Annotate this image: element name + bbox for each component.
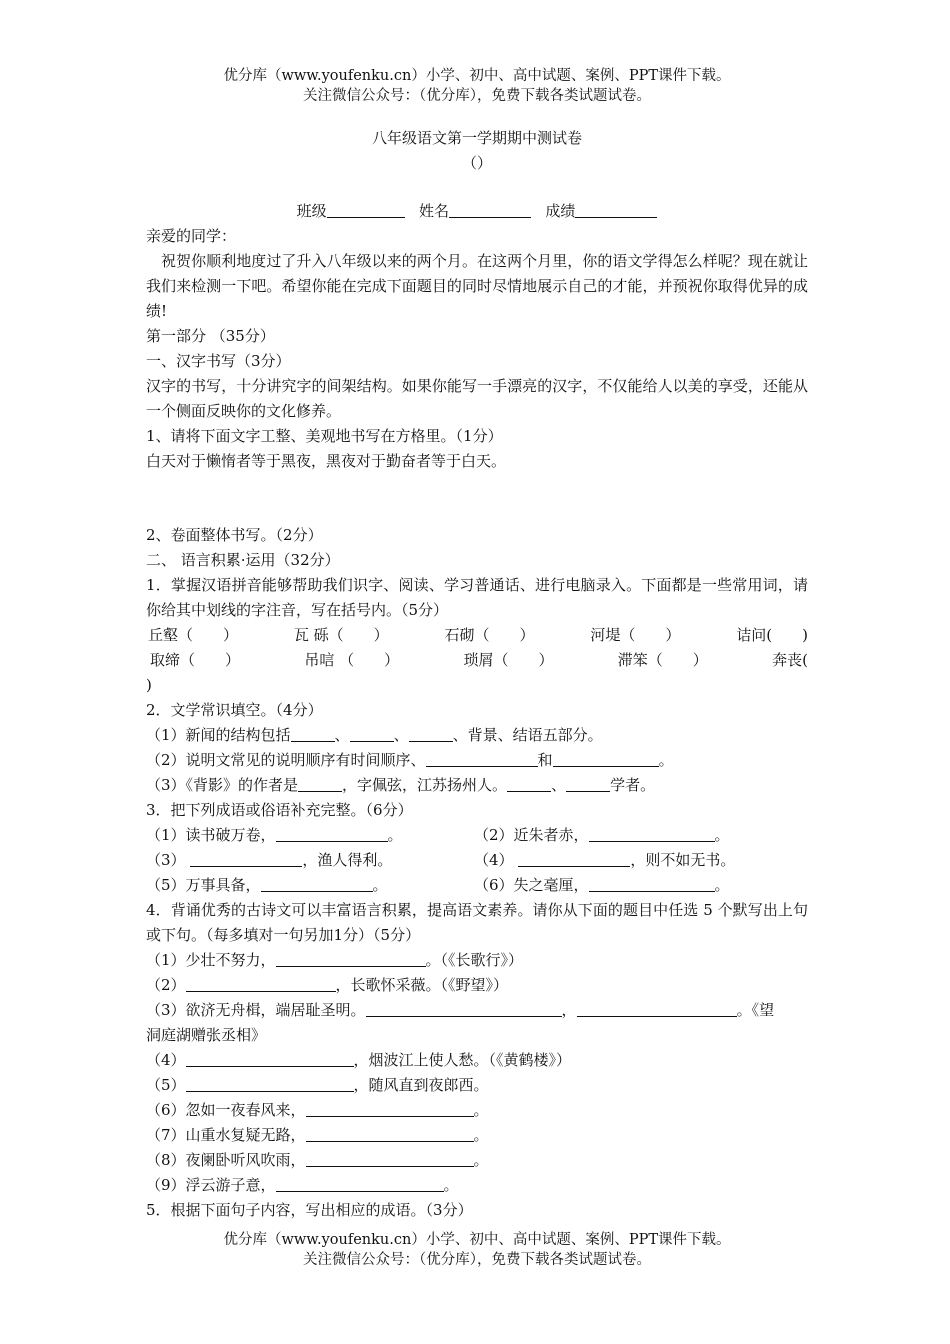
q2-item-text: 、 bbox=[334, 726, 350, 744]
q4-text: （2） bbox=[146, 976, 186, 994]
q4-item-6 bbox=[146, 1098, 808, 1123]
q4-item-4 bbox=[146, 1048, 808, 1073]
footer-line-1: 优分库（www.youfenku.cn）小学、初中、高中试题、案例、PPT课件下载。 bbox=[223, 1232, 731, 1248]
q4-text: 。 bbox=[473, 1101, 489, 1119]
q4-item-8 bbox=[146, 1148, 808, 1173]
q4-text: 。（《长歌行》） bbox=[425, 951, 524, 969]
section-two-q4: 4．背诵优秀的古诗文可以丰富语言积累，提高语文素养。请你从下面的题目中任选 5 个默写出上句或下句。（每多填对一句另加1分）（5分） bbox=[146, 901, 808, 944]
q2-item-2 bbox=[146, 748, 808, 773]
answer-blank bbox=[306, 1125, 474, 1142]
answer-blank bbox=[409, 725, 453, 742]
q3-text: 。 bbox=[714, 876, 730, 894]
q4-text: （3）欲济无舟楫，端居耻圣明。 bbox=[146, 1001, 366, 1019]
q2-item-text: 。 bbox=[658, 751, 674, 769]
score-label: 成绩 bbox=[545, 202, 576, 220]
q2-item-text: （2）说明文常见的说明顺序有时间顺序、 bbox=[146, 751, 426, 769]
q4-text: ，烟波江上使人愁。（《黄鹤楼》） bbox=[353, 1051, 572, 1069]
answer-blank bbox=[306, 1150, 474, 1167]
pinyin-item: 琐屑（ ） bbox=[463, 651, 554, 669]
answer-blank bbox=[291, 725, 335, 742]
section-two-q2: 2．文学常识填空。（4分） bbox=[146, 701, 323, 719]
section-one-title: 一、汉字书写（3分） bbox=[146, 352, 291, 370]
answer-blank bbox=[190, 850, 302, 867]
section-one-q1-text: 白天对于懒惰者等于黑夜，黑夜对于勤奋者等于白天。 bbox=[146, 452, 507, 470]
q4-text: 。 bbox=[473, 1126, 489, 1144]
q3-text: （6）失之毫厘， bbox=[474, 876, 589, 894]
q4-item-2 bbox=[146, 973, 808, 998]
exam-page bbox=[146, 0, 808, 1344]
q2-item-text: （3）《背影》的作者是 bbox=[146, 776, 299, 794]
q2-item-text: ，字佩弦，江苏扬州人。 bbox=[342, 776, 508, 794]
answer-blank bbox=[276, 950, 426, 967]
answer-blank bbox=[577, 1000, 737, 1017]
answer-blank bbox=[186, 1075, 354, 1092]
pinyin-item: 石砌（ ） bbox=[444, 626, 535, 644]
q4-text: （9）浮云游子意， bbox=[146, 1176, 276, 1194]
q4-item-3 bbox=[146, 998, 808, 1023]
class-blank bbox=[327, 201, 405, 218]
part-one-heading: 第一部分 （35分） bbox=[146, 327, 275, 345]
q4-text: ，长歌怀采薇。（《野望》） bbox=[335, 976, 509, 994]
q4-item-9 bbox=[146, 1173, 808, 1198]
student-info-row bbox=[146, 199, 808, 224]
name-blank bbox=[449, 201, 531, 218]
class-label: 班级 bbox=[296, 202, 327, 220]
q3-text: ，则不如无书。 bbox=[630, 851, 736, 869]
q2-item-text: 学者。 bbox=[610, 776, 656, 794]
section-one-q1: 1、请将下面文字工整、美观地书写在方格里。（1分） bbox=[146, 427, 503, 445]
q4-item-5 bbox=[146, 1073, 808, 1098]
section-two-title: 二、 语言积累·运用（32分） bbox=[146, 551, 340, 569]
footer-line-2: 关注微信公众号：（优分库），免费下载各类试题试卷。 bbox=[303, 1252, 651, 1268]
q4-text: 。《望 bbox=[736, 1001, 775, 1019]
section-two-q1: 1．掌握汉语拼音能够帮助我们识字、阅读、学习普通话、进行电脑录入。下面都是一些常用词，请你给其中划线的字注音，写在括号内。（5分） bbox=[146, 576, 808, 619]
answer-blank bbox=[261, 875, 373, 892]
pinyin-item: 滞笨（ ） bbox=[617, 651, 708, 669]
answer-blank bbox=[276, 1175, 444, 1192]
section-two-q5: 5．根据下面句子内容，写出相应的成语。（3分） bbox=[146, 1201, 473, 1219]
pinyin-row-1 bbox=[146, 623, 808, 648]
q4-text: （4） bbox=[146, 1051, 186, 1069]
answer-blank bbox=[589, 825, 715, 842]
answer-blank bbox=[298, 775, 342, 792]
greeting: 亲爱的同学： bbox=[146, 227, 237, 245]
q2-item-text: 、背景、结语五部分。 bbox=[452, 726, 603, 744]
q4-text: （7）山重水复疑无路， bbox=[146, 1126, 306, 1144]
q3-text: （4） bbox=[474, 851, 519, 869]
name-label: 姓名 bbox=[418, 202, 449, 220]
q3-text: （5）万事具备， bbox=[146, 876, 261, 894]
intro-paragraph: 祝贺你顺利地度过了升入八年级以来的两个月。在这两个月里，你的语文学得怎么样呢？现在就让我们来检测一下吧。希望你能在完成下面题目的同时尽情地展示自己的才能，并预祝你取得优异的成绩! bbox=[146, 252, 808, 320]
q2-item-text: （1）新闻的结构包括 bbox=[146, 726, 291, 744]
answer-blank bbox=[366, 1000, 562, 1017]
q4-text: ，随风直到夜郎西。 bbox=[353, 1076, 489, 1094]
pinyin-item: 取缔（ ） bbox=[150, 651, 241, 669]
q3-row-3 bbox=[146, 873, 808, 898]
section-one-desc: 汉字的书写，十分讲究字的间架结构。如果你能写一手漂亮的汉字，不仅能给人以美的享受，还能从一个侧面反映你的文化修养。 bbox=[146, 377, 808, 420]
pinyin-item: 丘壑（ ） bbox=[148, 626, 239, 644]
q3-text: （3） bbox=[146, 851, 191, 869]
exam-subtitle: （） bbox=[461, 154, 492, 172]
pinyin-item: 吊唁 （ ） bbox=[304, 651, 400, 669]
q3-text: 。 bbox=[372, 876, 388, 894]
q4-text: （6）忽如一夜春风来， bbox=[146, 1101, 306, 1119]
q3-text: 。 bbox=[387, 826, 403, 844]
q3-text: ，渔人得利。 bbox=[302, 851, 393, 869]
q2-item-text: 、 bbox=[551, 776, 567, 794]
exam-title: 八年级语文第一学期期中测试卷 bbox=[371, 129, 582, 147]
pinyin-item: 诘问( ) bbox=[736, 626, 808, 644]
answer-blank bbox=[276, 825, 388, 842]
q4-text: （5） bbox=[146, 1076, 186, 1094]
answer-blank bbox=[306, 1100, 474, 1117]
q2-item-1 bbox=[146, 723, 808, 748]
pinyin-item: 奔丧( bbox=[772, 651, 808, 669]
answer-blank bbox=[518, 850, 630, 867]
score-blank bbox=[575, 201, 657, 218]
q3-text: （1）读书破万卷， bbox=[146, 826, 276, 844]
q2-item-text: 和 bbox=[537, 751, 553, 769]
answer-blank bbox=[553, 750, 659, 767]
q4-item-7 bbox=[146, 1123, 808, 1148]
answer-blank bbox=[350, 725, 394, 742]
section-two-q3: 3．把下列成语或俗语补充完整。（6分） bbox=[146, 801, 413, 819]
section-one-q2: 2、卷面整体书写。（2分） bbox=[146, 526, 323, 544]
q3-text: （2）近朱者赤， bbox=[474, 826, 589, 844]
q3-row-2 bbox=[146, 848, 808, 873]
answer-blank bbox=[507, 775, 551, 792]
pinyin-row-2 bbox=[146, 648, 808, 673]
q3-text: 。 bbox=[714, 826, 730, 844]
q4-item-1 bbox=[146, 948, 808, 973]
header-line-2: 关注微信公众号：（优分库），免费下载各类试题试卷。 bbox=[303, 88, 651, 104]
answer-blank bbox=[426, 750, 538, 767]
q4-text: ， bbox=[561, 1001, 577, 1019]
pinyin-tail: ) bbox=[146, 676, 152, 694]
q2-item-3 bbox=[146, 773, 808, 798]
header-line-1: 优分库（www.youfenku.cn）小学、初中、高中试题、案例、PPT课件下载。 bbox=[223, 68, 731, 84]
answer-blank bbox=[186, 975, 336, 992]
answer-blank bbox=[566, 775, 610, 792]
q4-text: （8）夜阑卧听风吹雨， bbox=[146, 1151, 306, 1169]
pinyin-item: 河堤（ ） bbox=[590, 626, 681, 644]
q4-text: （1）少壮不努力， bbox=[146, 951, 276, 969]
q4-item-3-cont: 洞庭湖赠张丞相》 bbox=[146, 1026, 267, 1044]
q2-item-text: 、 bbox=[393, 726, 409, 744]
q4-text: 。 bbox=[473, 1151, 489, 1169]
answer-blank bbox=[589, 875, 715, 892]
pinyin-item: 瓦 砾（ ） bbox=[293, 626, 389, 644]
q4-text: 。 bbox=[443, 1176, 459, 1194]
q3-row-1 bbox=[146, 823, 808, 848]
answer-blank bbox=[186, 1050, 354, 1067]
